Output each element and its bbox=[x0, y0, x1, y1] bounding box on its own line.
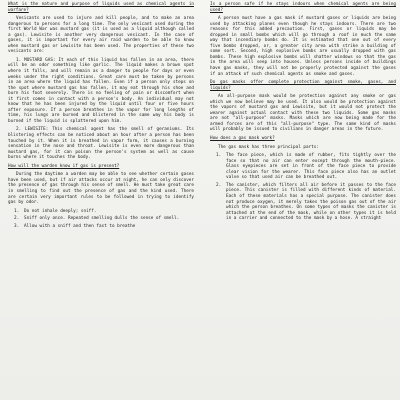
left-column bbox=[8, 2, 194, 231]
question-heading: How will the warden know if gas is present? bbox=[8, 163, 120, 169]
list-number: 3. bbox=[14, 223, 20, 229]
list-number: 2. bbox=[14, 216, 20, 222]
paragraph: The gas mask has three principal parts: bbox=[218, 144, 319, 150]
list-item bbox=[14, 209, 194, 215]
list-text: Sniff only once. Repeated smelling dulls the sense of smell. bbox=[24, 216, 180, 222]
list-number: 1. bbox=[216, 153, 222, 159]
question-heading: How does a gas mask work? bbox=[210, 136, 275, 142]
list-text: Allow with a sniff and then fast to breathe bbox=[24, 223, 136, 229]
right-column bbox=[210, 2, 396, 224]
list-item bbox=[14, 216, 194, 222]
list-text: Do not inhale deeply; sniff. bbox=[24, 208, 97, 214]
list-item bbox=[14, 224, 194, 230]
list-text: The face piece, which is made of rubber, fits tightly over the face so that no air can enter except through the mouth-piece. Glass eyepieces are set in front of the face piece to provide clear vision for the wearer. This face piece also has an outlet valve so that used air can be breathed out. bbox=[226, 153, 396, 181]
paragraph: During the daytime a warden may be able to see whether certain gases have been used, but if air attacks occur at night, he can only discover the presence of gas through his sense of smell. He must take great care in smelling to find out the presence of gas and the kind used. There are certain very important rules to be followed in trying to identify gas by odor. bbox=[8, 172, 194, 206]
paragraph: A person must have a gas mask if mustard gases or liquids are being used by attacking planes even though he stays indoors. There are two reasons for this added precaution. First, gases or liquids may be dropped in small bombs which will go through a roof in much the same way that incendiary bombs do. It is estimated that one out of every five bombs dropped, or, a greater city area with strike a building of some sort. Second, high explosive bombs are usually dropped with gas bombs. These high explosive bombs will shatter windows so that the gas in the area will seep into houses. Unless persons inside of buildings have gas masks, they will not be properly protected against the gases if an attack of such chemical agents as smoke and gases. bbox=[210, 16, 396, 77]
list-text: The canister, which filters all air before it passes to the face piece. This canister is filled with different kinds of material. Each of these materials has a special purpose. The canister does not produce oxygen, it merely takes the poison gas out of the air which the person breathes. On some types of masks the canister is attached at the end of the mask, while on other types it is held in a carrier and connected to the mask by a hose. A straight bbox=[226, 182, 396, 222]
list-number: 1. bbox=[14, 208, 20, 214]
paragraph: An all-purpose mask would be protection against any smoke or gas which we now believe may be used. It also would be protection against the vapors of mustard gas and Lewisite, but it would not protect the wearer against actual contact with these two liquids. Some gas masks are not "all-purpose" masks. Masks which are now being made for the armed forces are of this "all-purpose" type. The same kind of masks will probably be issued to civilians in danger areas in the future. bbox=[210, 94, 396, 133]
list-number: 2. bbox=[216, 182, 222, 188]
list-item bbox=[216, 183, 396, 222]
question-heading: What is the nature and purpose of liquids used as chemical agents in warfare? bbox=[8, 2, 194, 13]
paragraph: 1. MUSTARD GAS: It each of this liquid has fallen in an area, there will be an odor something like garlic. The liquid makes a brown spot where it falls, and will remain as a danger to people for days or even weeks under the right conditions. Great care must be taken by persons in an area where the liquid has fallen. Even if a person only steps on the spot where mustard gas has fallen, it may eat through his shoe and burn his foot severely. There is no feeling of pain or discomfort when it first comes in contact with a person's body. An individual may not know that he has been injured by the liquid until four or five hours after exposure. If a person breathes in the vapor for long lengths of time, his lungs are burned and blistered in the same way his body is burned if the liquid is splattered upon him. bbox=[8, 57, 194, 124]
list-item bbox=[216, 153, 396, 181]
paragraph: Vesicants are used to injure and kill people, and to make an area dangerous to persons for a long time. The only vesicant used during the first World War was mustard gas (it is used as a liquid although called a gas). Lewisite is another very dangerous vesicant. In the case of gases, it is important for every air raid warden to be able to know when mustard gas or Lewisite has been used. The properties of these two vesicants are: bbox=[8, 16, 194, 55]
question-heading: Is a person safe if he stays indoors when chemical agents are being used? bbox=[210, 2, 396, 13]
paragraph: 2. LEWISITE: This chemical agent has the smell of geraniums. Its blistering effects can be noticed about an hour after a person has been touched by it. When it is breathed in vapor form, it causes a burning sensation in the nose and throat. Lewisite is even more dangerous than mustard gas, for it can poison the person's system as well as cause burns where it touches the body. bbox=[8, 127, 194, 161]
question-heading: Do gas masks offer complete protection against smoke, gases, and liquids? bbox=[210, 80, 396, 91]
